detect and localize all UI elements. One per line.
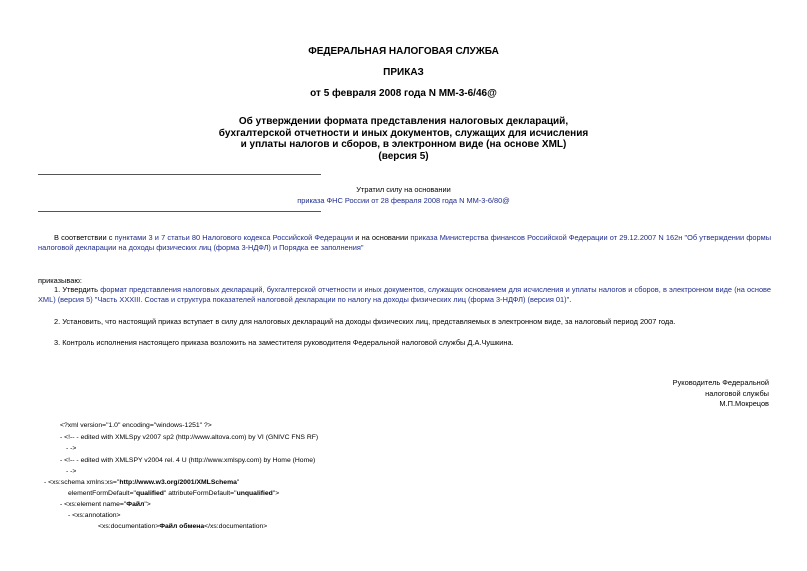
xml-value: Файл обмена bbox=[159, 523, 205, 530]
xml-line: - -> bbox=[66, 468, 77, 475]
agency-name: ФЕДЕРАЛЬНАЯ НАЛОГОВАЯ СЛУЖБА bbox=[308, 46, 499, 57]
xml-text: - <xs:schema xmlns:xs=" bbox=[44, 479, 120, 486]
xml-text: - <xs:element name=" bbox=[60, 501, 127, 508]
preamble-paragraph bbox=[38, 233, 771, 253]
xml-text: "> bbox=[144, 501, 151, 508]
format-link[interactable]: формат представления налоговых деклараций, бухгалтерской отчетности и иных документов, служащих основанием для исчисления и уплаты налогов и сборов, в электронном виде (на основе XML) (версия 5) "Часть XXXIII. Состав и структура показателей налоговой декларации по налогу на доходы физических лиц (форма 3-НДФЛ) (версия 01)" bbox=[38, 285, 772, 304]
xml-line: - <xs:annotation> bbox=[68, 512, 121, 519]
xml-line bbox=[98, 523, 267, 530]
xml-value: unqualified bbox=[236, 490, 273, 497]
xml-text: <xs:documentation> bbox=[98, 523, 160, 530]
xml-text: </xs:documentation> bbox=[204, 523, 268, 530]
xml-value: Файл bbox=[126, 501, 145, 508]
xml-text: " attributeFormDefault=" bbox=[163, 490, 237, 497]
preamble-text: и на основании bbox=[353, 233, 411, 242]
title-line: и уплаты налогов и сборов, в электронном виде (на основе XML) bbox=[240, 139, 567, 150]
title-line: (версия 5) bbox=[378, 150, 429, 162]
doc-date-number: от 5 февраля 2008 года N ММ-3-6/46@ bbox=[310, 88, 497, 99]
signature-line: М.П.Мокрецов bbox=[719, 399, 769, 408]
xml-line bbox=[68, 490, 279, 497]
xml-text: " bbox=[236, 479, 240, 486]
xml-line: <?xml version="1.0" encoding="windows-1251" ?> bbox=[60, 422, 212, 429]
xml-value: qualified bbox=[135, 490, 164, 497]
preamble-text: В соответствии с bbox=[54, 233, 115, 242]
status-note: Утратил силу на основании bbox=[356, 185, 451, 194]
xml-line bbox=[44, 479, 239, 486]
xml-line: - <!-- - edited with XMLSpy v2007 sp2 (http://www.altova.com) by VI (GNIVC FNS RF) bbox=[60, 434, 319, 441]
repeal-order-link[interactable]: приказа ФНС России от 28 февраля 2008 года N ММ-3-6/80@ bbox=[297, 196, 510, 205]
signature-block bbox=[673, 378, 769, 410]
signature-line: налоговой службы bbox=[705, 388, 769, 398]
item-2: 2. Установить, что настоящий приказ вступает в силу для налоговых деклараций на доходы физических лиц, представляемых в электронном виде, за налоговый период 2007 года. bbox=[54, 317, 676, 326]
xml-text: elementFormDefault=" bbox=[68, 490, 136, 497]
xml-text: "> bbox=[272, 490, 280, 497]
doc-type: ПРИКАЗ bbox=[383, 67, 424, 78]
item-3: 3. Контроль исполнения настоящего приказа возложить на заместителя руководителя Федеральной налоговой службы Д.А.Чушкина. bbox=[54, 338, 514, 347]
signature-line: Руководитель Федеральной bbox=[672, 378, 769, 387]
xml-line: - -> bbox=[66, 445, 77, 452]
xml-line: - <!-- - edited with XMLSPY v2004 rel. 4 U (http://www.xmlspy.com) by Home (Home) bbox=[60, 457, 316, 464]
minfin-order-link[interactable]: приказа Министерства финансов Российской Федерации от 29.12.2007 N 162н "Об утверждении формы налоговой декларации на доходы физических лиц (форма 3-НДФЛ) и Порядка ее заполнения" bbox=[38, 233, 772, 252]
title-line: Об утверждении формата представления налоговых деклараций, bbox=[238, 116, 569, 127]
divider-top bbox=[38, 174, 321, 175]
tax-code-link[interactable]: пунктами 3 и 7 статьи 80 Налогового кодекса Российской Федерации bbox=[114, 233, 354, 242]
divider-bottom bbox=[38, 211, 321, 212]
item-1 bbox=[38, 285, 771, 305]
order-word: приказываю: bbox=[38, 276, 82, 285]
title-line: бухгалтерской отчетности и иных документов, служащих для исчисления bbox=[218, 127, 589, 139]
xml-line bbox=[60, 501, 151, 508]
item-text: 1. Утвердить bbox=[54, 285, 101, 294]
document-title bbox=[0, 116, 807, 162]
xml-value: http://www.w3.org/2001/XMLSchema bbox=[119, 479, 237, 486]
item-text: . bbox=[569, 295, 572, 304]
